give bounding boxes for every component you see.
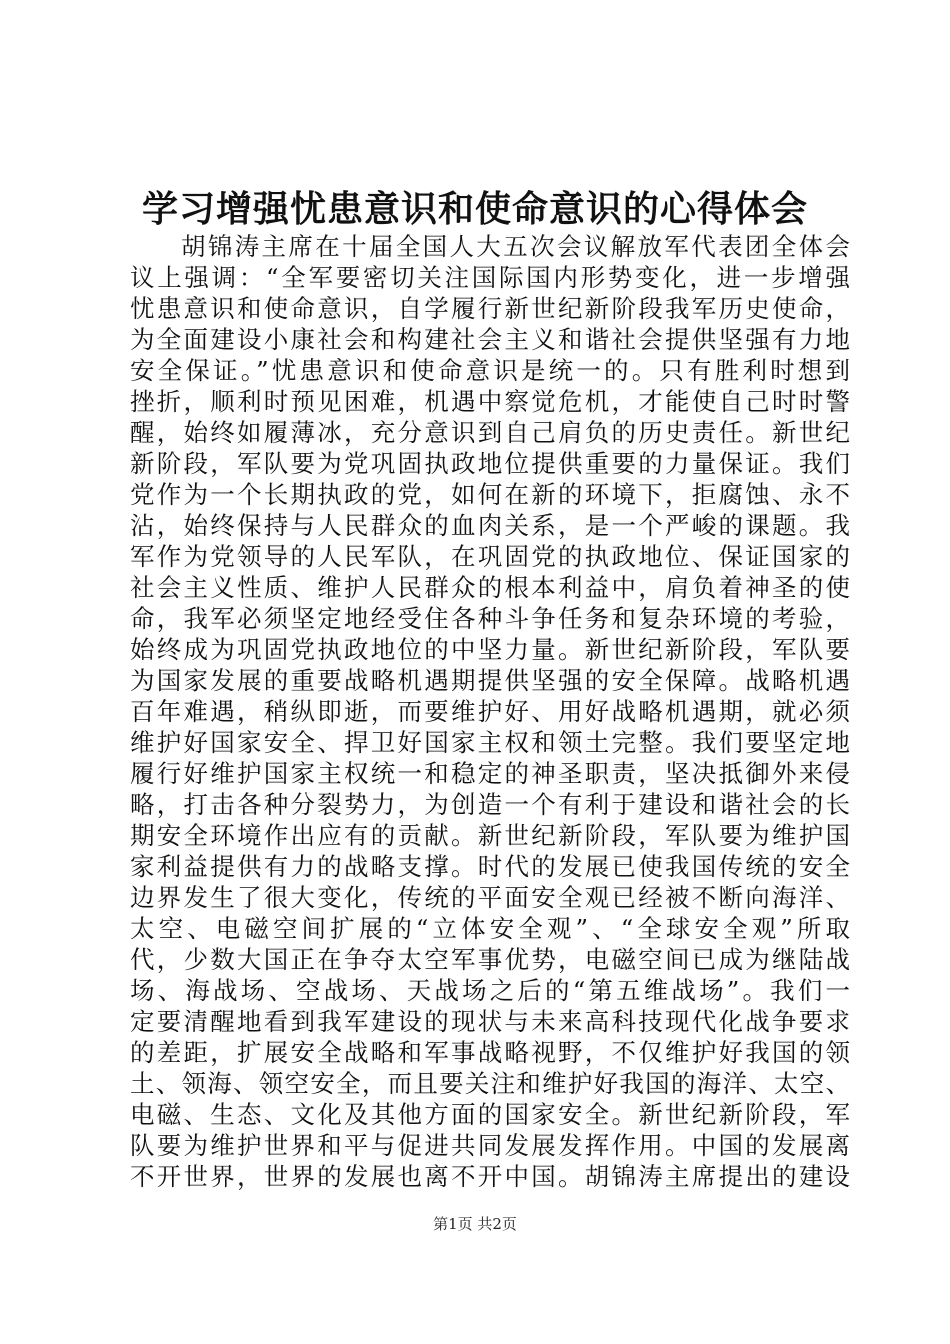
- body-line: 不开世界，世界的发展也离不开中国。胡锦涛主席提出的建设: [130, 1162, 850, 1191]
- body-line: 场、海战场、空战场、天战场之后的“第五维战场”。我们一: [130, 976, 850, 1005]
- body-line: 社会主义性质、维护人民群众的根本利益中，肩负着神圣的使: [130, 573, 850, 602]
- document-title: 学习增强忧患意识和使命意识的心得体会: [141, 188, 808, 230]
- body-line: 胡锦涛主席在十届全国人大五次会议解放军代表团全体会: [181, 232, 850, 261]
- body-line: 醒，始终如履薄冰，充分意识到自己肩负的历史责任。新世纪: [130, 418, 850, 447]
- body-line: 议上强调：“全军要密切关注国际国内形势变化，进一步增强: [130, 263, 850, 292]
- body-line: 新阶段，军队要为党巩固执政地位提供重要的力量保证。我们: [130, 449, 850, 478]
- page-number: 第1页 共2页: [433, 1215, 517, 1233]
- body-line: 忧患意识和使命意识，自学履行新世纪新阶段我军历史使命，: [130, 294, 850, 323]
- body-line: 太空、电磁空间扩展的“立体安全观”、“全球安全观”所取: [130, 914, 850, 943]
- body-line: 定要清醒地看到我军建设的现状与未来高科技现代化战争要求: [130, 1007, 850, 1036]
- body-line: 队要为维护世界和平与促进共同发展发挥作用。中国的发展离: [130, 1131, 850, 1160]
- body-line: 的差距，扩展安全战略和军事战略视野，不仅维护好我国的领: [130, 1038, 850, 1067]
- body-line: 维护好国家安全、捍卫好国家主权和领土完整。我们要坚定地: [130, 728, 850, 757]
- body-line: 命，我军必须坚定地经受住各种斗争任务和复杂环境的考验，: [130, 604, 850, 633]
- body-line: 挫折，顺利时预见困难，机遇中察觉危机，才能使自己时时警: [130, 387, 850, 416]
- body-line: 土、领海、领空安全，而且要关注和维护好我国的海洋、太空、: [130, 1069, 850, 1098]
- body-line: 百年难遇，稍纵即逝，而要维护好、用好战略机遇期，就必须: [130, 697, 850, 726]
- body-line: 家利益提供有力的战略支撑。时代的发展已使我国传统的安全: [130, 852, 850, 881]
- body-line: 军作为党领导的人民军队，在巩固党的执政地位、保证国家的: [130, 542, 850, 571]
- body-line: 代，少数大国正在争夺太空军事优势，电磁空间已成为继陆战: [130, 945, 850, 974]
- document-body: [130, 231, 850, 1192]
- body-line: 为全面建设小康社会和构建社会主义和谐社会提供坚强有力地: [130, 325, 850, 354]
- body-line: 为国家发展的重要战略机遇期提供坚强的安全保障。战略机遇: [130, 666, 850, 695]
- body-line: 略，打击各种分裂势力，为创造一个有利于建设和谐社会的长: [130, 790, 850, 819]
- body-line: 履行好维护国家主权统一和稳定的神圣职责，坚决抵御外来侵: [130, 759, 850, 788]
- body-line: 始终成为巩固党执政地位的中坚力量。新世纪新阶段，军队要: [130, 635, 850, 664]
- body-line: 安全保证。”忧患意识和使命意识是统一的。只有胜利时想到: [130, 356, 850, 385]
- body-line: 沾，始终保持与人民群众的血肉关系，是一个严峻的课题。我: [130, 511, 850, 540]
- body-line: 边界发生了很大变化，传统的平面安全观已经被不断向海洋、: [130, 883, 850, 912]
- body-line: 电磁、生态、文化及其他方面的国家安全。新世纪新阶段，军: [130, 1100, 850, 1129]
- body-line: 期安全环境作出应有的贡献。新世纪新阶段，军队要为维护国: [130, 821, 850, 850]
- body-line: 党作为一个长期执政的党，如何在新的环境下，拒腐蚀、永不: [130, 480, 850, 509]
